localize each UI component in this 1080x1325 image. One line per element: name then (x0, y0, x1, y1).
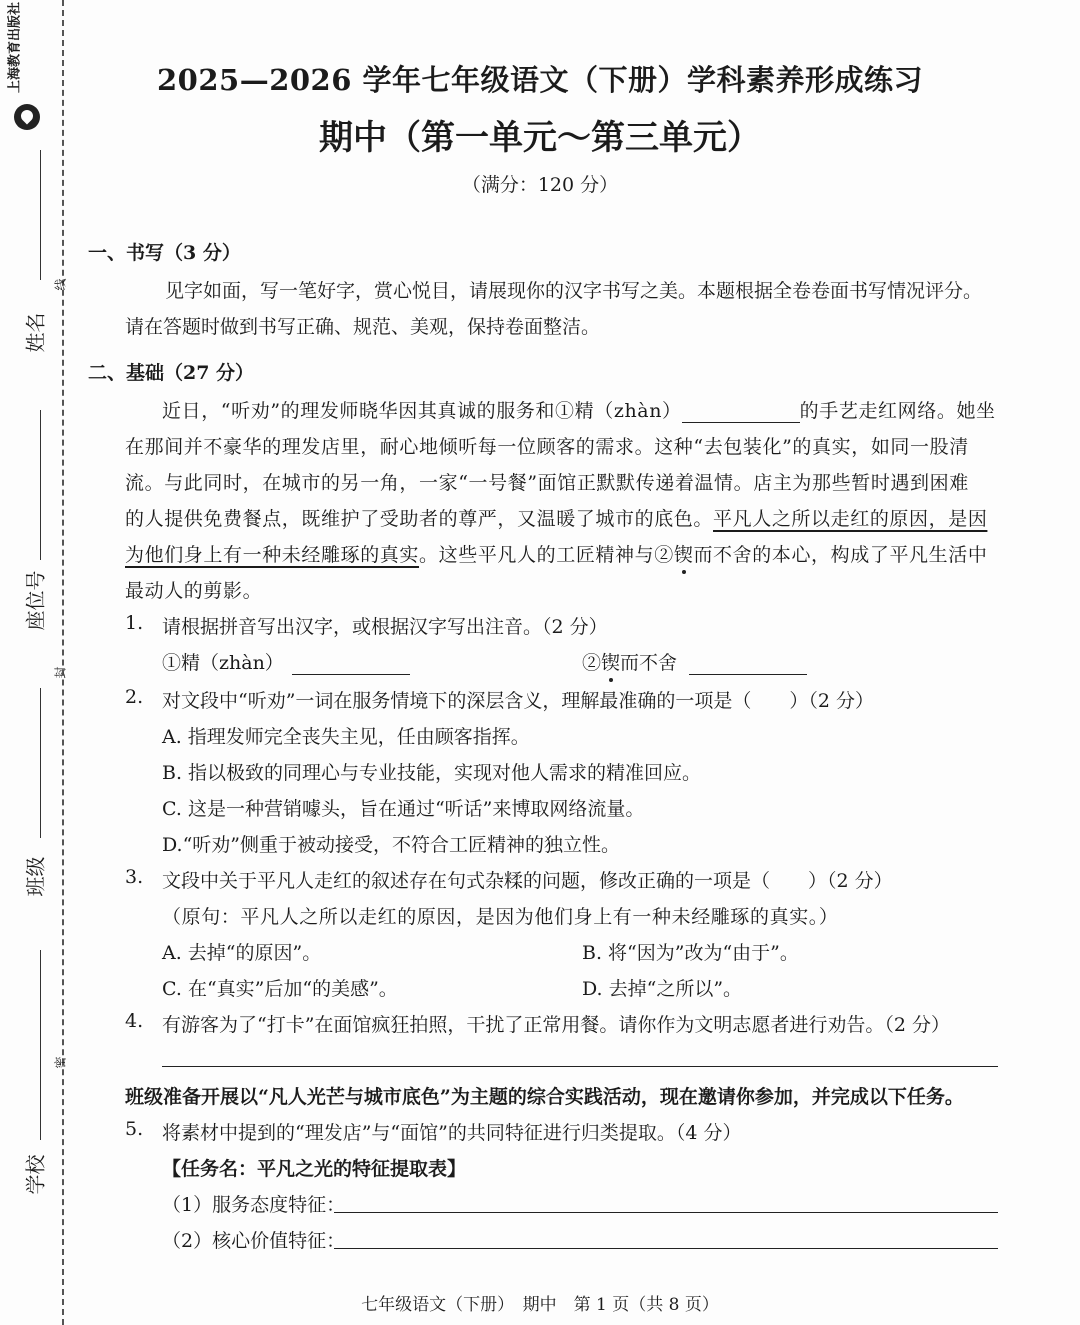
dotted-character: 锲 (601, 652, 621, 674)
question-2-number: 2. (125, 686, 144, 708)
publisher-name: 上海教育出版社 (7, 2, 23, 94)
class-field-label: 班级 (23, 856, 48, 897)
section-1-line-2: 请在答题时做到书写正确、规范、美观，保持卷面整洁。 (125, 316, 601, 338)
activity-intro: 班级准备开展以“凡人光芒与城市底色”为主题的综合实践活动，现在邀请你参加，并完成以下任务。 (125, 1086, 964, 1108)
answer-line-q4[interactable] (162, 1066, 998, 1067)
question-1-item-a (162, 648, 410, 675)
question-1-text: 请根据拼音写出汉字，或根据汉字写出注音。（2 分） (162, 616, 608, 638)
question-4-text: 有游客为了“打卡”在面馆疯狂拍照，干扰了正常用餐。请你作为文明志愿者进行劝告。（2 分） (162, 1014, 951, 1036)
question-1-item-b (582, 648, 807, 675)
question-5-text: 将素材中提到的“理发店”与“面馆”的共同特征进行归类提取。（4 分） (162, 1122, 742, 1144)
question-2-text: 对文段中“听劝”一词在服务情境下的深层含义，理解最准确的一项是（ ）（2 分） (162, 690, 875, 712)
passage-text: 近日，“听劝”的理发师晓华因其真诚的服务和①精（zhàn） (162, 400, 682, 422)
passage-line-2: 在那间并不豪华的理发店里，耐心地倾听每一位顾客的需求。这种“去包装化”的真实，如同一股清 (125, 436, 969, 458)
item-b-label: 而不舍 (620, 652, 678, 674)
dotted-character: 锲 (673, 544, 694, 566)
binding-dashed-line (62, 0, 64, 1325)
item-a-label: ①精（zhàn） (162, 652, 284, 674)
underlined-sentence: 平凡人之所以走红的原因，是因 (713, 508, 988, 530)
binding-mark-mi: 密 (53, 1056, 68, 1069)
passage-line-1 (162, 396, 996, 423)
question-3-option-b[interactable]: B. 将“因为”改为“由于”。 (582, 942, 799, 964)
binding-mark-feng: 封 (53, 666, 68, 679)
service-attitude-label: （1）服务态度特征： (162, 1194, 346, 1216)
answer-blank-a[interactable] (292, 656, 410, 675)
full-score: （满分：120 分） (461, 174, 619, 196)
question-2-option-b[interactable]: B. 指以极致的同理心与专业技能，实现对他人需求的精准回应。 (162, 762, 702, 784)
section-2-heading: 二、基础（27 分） (88, 362, 255, 384)
passage-blank[interactable] (682, 404, 800, 423)
question-2-option-d[interactable]: D.“听劝”侧重于被动接受，不符合工匠精神的独立性。 (162, 834, 621, 856)
task-table-title: 【任务名：平凡之光的特征提取表】 (162, 1158, 467, 1180)
passage-text: 的人提供免费餐点，既维护了受助者的尊严，又温暖了城市的底色。 (125, 508, 714, 530)
exam-subtitle: 期中（第一单元～第三单元） (319, 118, 761, 158)
page-footer: 七年级语文（下册） 期中 第 1 页（共 8 页） (361, 1295, 719, 1315)
item-b-label: ② (582, 652, 602, 674)
passage-text: 而不舍的本心，构成了平凡生活中 (693, 544, 988, 566)
passage-line-6: 最动人的剪影。 (125, 580, 263, 602)
question-3-original-sentence: （原句：平凡人之所以走红的原因，是因为他们身上有一种未经雕琢的真实。） (162, 906, 839, 928)
passage-text: 。这些平凡人的工匠精神与② (419, 544, 674, 566)
exam-title: 2025—2026 学年七年级语文（下册）学科素养形成练习 (156, 63, 924, 97)
seat-field-label: 座位号 (23, 570, 48, 631)
school-field-label: 学校 (23, 1154, 48, 1195)
question-4-number: 4. (125, 1010, 144, 1032)
binding-mark-xian: 线 (53, 278, 68, 291)
question-5-number: 5. (125, 1118, 144, 1140)
name-field-label: 姓名 (23, 312, 48, 353)
question-3-option-d[interactable]: D. 去掉“之所以”。 (582, 978, 743, 1000)
question-1-number: 1. (125, 612, 144, 634)
passage-line-4 (125, 504, 987, 531)
answer-line-core-value[interactable] (334, 1248, 998, 1249)
question-3-option-c[interactable]: C. 在“真实”后加“的美感”。 (162, 978, 398, 1000)
underlined-sentence: 为他们身上有一种未经雕琢的真实 (125, 544, 420, 566)
answer-blank-b[interactable] (689, 656, 807, 675)
question-2-option-a[interactable]: A. 指理发师完全丧失主见，任由顾客指挥。 (162, 726, 530, 748)
passage-text: 的手艺走红网络。她坐 (799, 400, 996, 422)
section-1-heading: 一、书写（3 分） (88, 242, 241, 264)
question-3-text: 文段中关于平凡人走红的叙述存在句式杂糅的问题，修改正确的一项是（ ）（2 分） (162, 870, 893, 892)
passage-line-5 (125, 540, 987, 567)
class-field-line (40, 688, 41, 838)
question-2-option-c[interactable]: C. 这是一种营销噱头，旨在通过“听话”来博取网络流量。 (162, 798, 645, 820)
core-value-label: （2）核心价值特征： (162, 1230, 346, 1252)
question-3-number: 3. (125, 866, 144, 888)
school-field-line (40, 950, 41, 1140)
answer-line-service-attitude[interactable] (334, 1212, 998, 1213)
section-1-line-1: 见字如面，写一笔好字，赏心悦目，请展现你的汉字书写之美。本题根据全卷卷面书写情况评分。 (165, 280, 983, 302)
seat-field-line (40, 410, 41, 560)
passage-line-3: 流。与此同时，在城市的另一角，一家“一号餐”面馆正默默传递着温情。店主为那些暂时遇到困难 (125, 472, 969, 494)
question-3-option-a[interactable]: A. 去掉“的原因”。 (162, 942, 322, 964)
